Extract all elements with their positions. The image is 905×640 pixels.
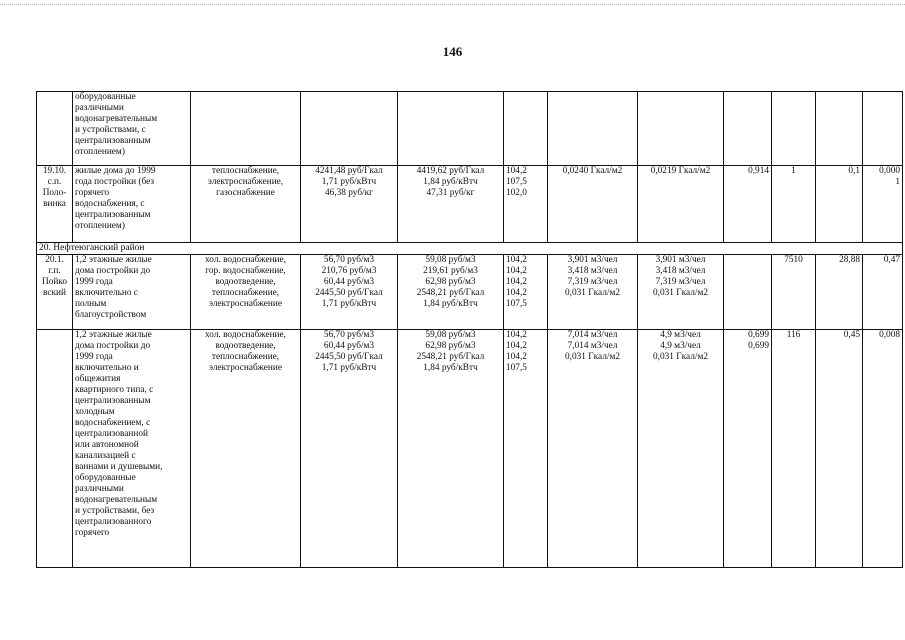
tariff-old-cell: 56,70 руб/м3 60,44 руб/м3 2445,50 руб/Гкал 1,71 руб/кВтч — [301, 330, 398, 568]
count-cell — [772, 92, 816, 166]
tariff-old-cell — [301, 92, 398, 166]
index-cell: 104,2 104,2 104,2 107,5 — [504, 330, 548, 568]
norm-new-cell: 0,0219 Гкал/м2 — [638, 166, 724, 243]
norm-new-cell: 3,901 м3/чел 3,418 м3/чел 7,319 м3/чел 0,031 Гкал/м2 — [638, 255, 724, 330]
coefficient-cell: 0,914 — [724, 166, 772, 243]
index-cell: 104,2 104,2 104,2 104,2 107,5 — [504, 255, 548, 330]
table-row — [37, 92, 903, 166]
row-number-cell — [37, 330, 73, 568]
count-cell: 7510 — [772, 255, 816, 330]
value-cell: 0,008 — [863, 330, 903, 568]
district-title: 20. Нефтеюганский район — [37, 243, 903, 255]
house-type-cell: жилые дома до 1999 года постройки (без горячего водоснабжения, с централизованным отоплением) — [73, 166, 191, 243]
page-number: 146 — [442, 44, 463, 59]
tariff-new-cell — [398, 92, 504, 166]
index-cell: 104,2 107,5 102,0 — [504, 166, 548, 243]
utility-kind-cell: хол. водоснабжение, гор. водоснабжение, водоотведение, теплоснабжение, электроснабжение — [191, 255, 301, 330]
count-cell: 1 — [772, 166, 816, 243]
tariff-new-cell: 4419,62 руб/Гкал 1,84 руб/кВтч 47,31 руб/кг — [398, 166, 504, 243]
table-row — [37, 330, 903, 568]
value-cell: 28,88 — [816, 255, 863, 330]
coefficient-cell: 0,699 0,699 — [724, 330, 772, 568]
utility-kind-cell — [191, 92, 301, 166]
count-cell: 116 — [772, 330, 816, 568]
table-row — [37, 255, 903, 330]
norm-old-cell: 3,901 м3/чел 3,418 м3/чел 7,319 м3/чел 0,031 Гкал/м2 — [548, 255, 638, 330]
tariff-new-cell: 59,08 руб/м3 219,61 руб/м3 62,98 руб/м3 2548,21 руб/Гкал 1,84 руб/кВтч — [398, 255, 504, 330]
utility-kind-cell: теплоснабжение, электроснабжение, газоснабжение — [191, 166, 301, 243]
district-row — [37, 243, 903, 255]
value-cell: 0,47 — [863, 255, 903, 330]
value-cell: 0,1 — [816, 166, 863, 243]
value-cell — [863, 92, 903, 166]
row-number-cell: 20.1. г.п. Пойко вский — [37, 255, 73, 330]
utility-kind-cell: хол. водоснабжение, водоотведение, теплоснабжение, электроснабжение — [191, 330, 301, 568]
index-cell — [504, 92, 548, 166]
house-type-cell: 1,2 этажные жилые дома постройки до 1999 года включительно с полным благоустройством — [73, 255, 191, 330]
table-row — [37, 166, 903, 243]
norm-new-cell — [638, 92, 724, 166]
scan-top-edge — [0, 4, 905, 5]
value-cell: 0,000 1 — [863, 166, 903, 243]
tariff-new-cell: 59,08 руб/м3 62,98 руб/м3 2548,21 руб/Гкал 1,84 руб/кВтч — [398, 330, 504, 568]
tariff-old-cell: 4241,48 руб/Гкал 1,71 руб/кВтч 46,38 руб/кг — [301, 166, 398, 243]
coefficient-cell — [724, 92, 772, 166]
norm-old-cell — [548, 92, 638, 166]
house-type-cell: 1,2 этажные жилые дома постройки до 1999 года включительно и общежития квартирного типа, с централизованным холодным водоснабжением, с централизованной или автономной канализацией с ваннами и душевыми, оборудованные различными водонагревательным и устройствами, без централизованного горячего — [73, 330, 191, 568]
tariff-old-cell: 56,70 руб/м3 210,76 руб/м3 60,44 руб/м3 2445,50 руб/Гкал 1,71 руб/кВтч — [301, 255, 398, 330]
norm-new-cell: 4,9 м3/чел 4,9 м3/чел 0,031 Гкал/м2 — [638, 330, 724, 568]
value-cell — [816, 92, 863, 166]
norm-old-cell: 7,014 м3/чел 7,014 м3/чел 0,031 Гкал/м2 — [548, 330, 638, 568]
house-type-cell: оборудованные различными водонагревательным и устройствами, с централизованным отоплением) — [73, 92, 191, 166]
coefficient-cell — [724, 255, 772, 330]
row-number-cell — [37, 92, 73, 166]
value-cell: 0,45 — [816, 330, 863, 568]
norm-old-cell: 0,0240 Гкал/м2 — [548, 166, 638, 243]
tariff-table — [36, 91, 903, 568]
row-number-cell: 19.10. с.п. Поло- винка — [37, 166, 73, 243]
